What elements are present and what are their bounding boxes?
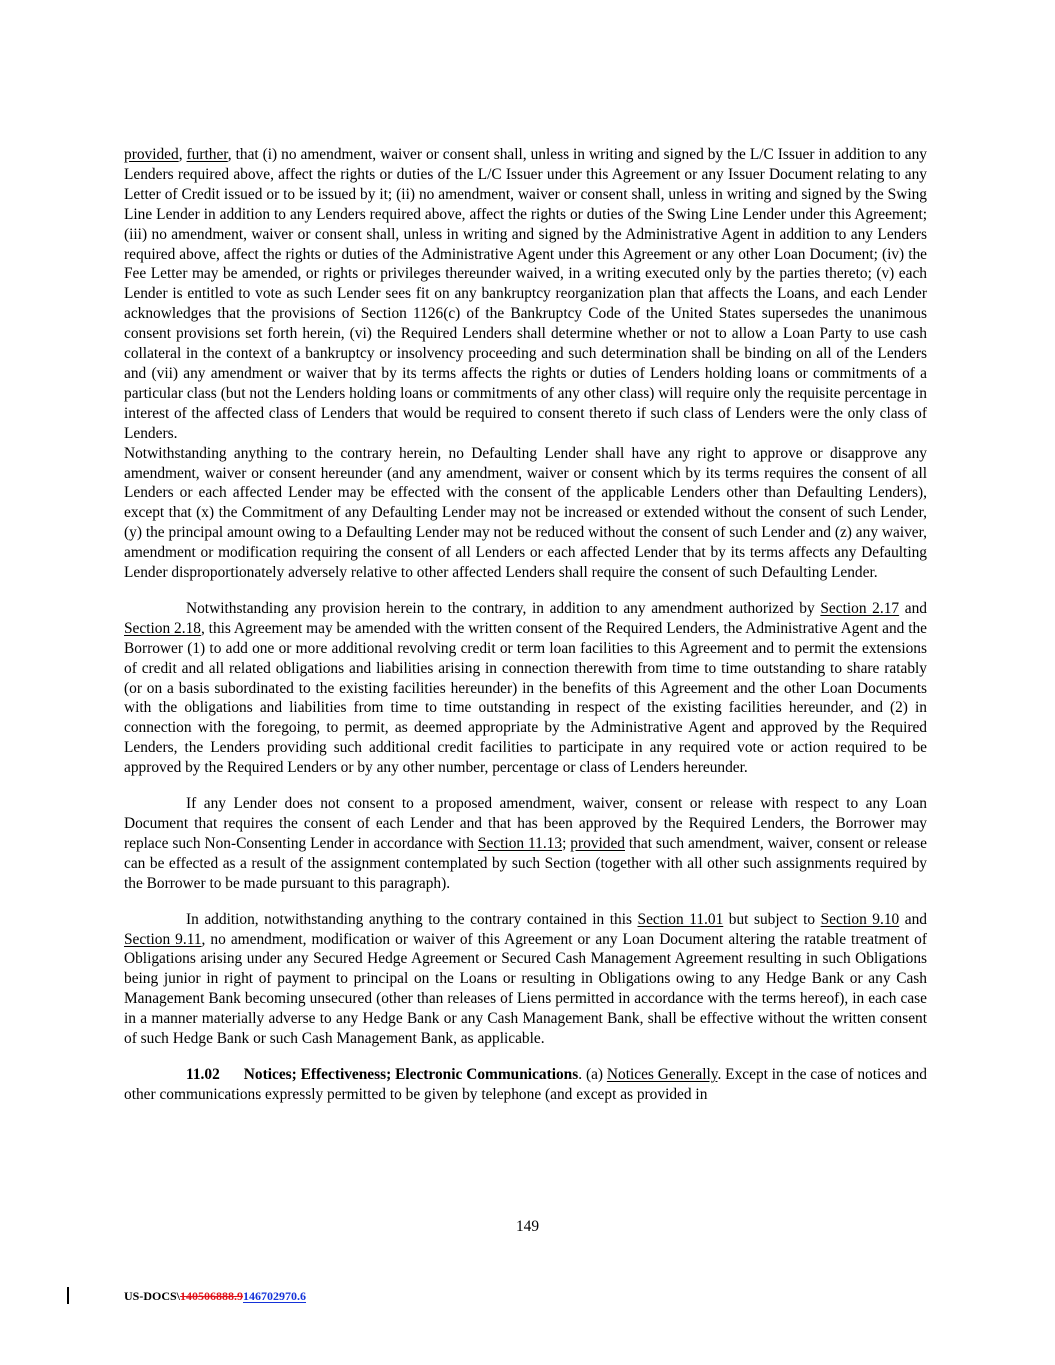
section-ref-11-13: Section 11.13 bbox=[477, 834, 563, 852]
section-ref-11-01: Section 11.01 bbox=[637, 910, 724, 928]
paragraph-hedge-bank: In addition, notwithstanding anything to the contrary contained in this Section 11.01 but subject to Section 9.10 and Section 9.11, no amendment, modification or waiver of this Agreement or any Loan Document altering the ratable treatment of Obligations arising under any Secured Hedge Agreement or Secured Cash Management Agreement resulting in such Obligations being junior in right of payment to principal on the Loans or resulting in Obligations owing to any Hedge Bank or any Cash Management Bank becoming unsecured (other than releases of Liens permitted in accordance with the terms hereof), in each case in a manner materially adverse to any Hedge Bank or any Cash Management Bank, shall be effective without the written consent of such Hedge Bank or such Cash Management Bank, as applicable. bbox=[124, 910, 927, 1048]
paragraph-proviso: provided, further, that (i) no amendment, waiver or consent shall, unless in writing and signed by the L/C Issuer in addition to any Lenders required above, affect the rights or duties of the L/C Issuer under this Agreement or any Issuer Document relating to any Letter of Credit issued or to be issued by it; (ii) no amendment, waiver or consent shall, unless in writing and signed by the Swing Line Lender in addition to any Lenders required above, affect the rights or duties of the Swing Line Lender under this Agreement; (iii) no amendment, waiver or consent shall, unless in writing and signed by the Administrative Agent in addition to any Lenders required above, affect the rights or duties of the Administrative Agent under this Agreement or any other Loan Document; (iv) the Fee Letter may be amended, or rights or privileges thereunder waived, in a writing executed only by the parties thereto; (v) each Lender is entitled to vote as such Lender sees fit on any bankruptcy reorganization plan that affects the Loans, and each Lender acknowledges that the provisions of Section 1126(c) of the Bankruptcy Code of the United States supersedes the unanimous consent provisions set forth herein, (vi) the Required Lenders shall determine whether or not to allow a Loan Party to use cash collateral in the context of a bankruptcy or insolvency proceeding and such determination shall be binding on all of the Lenders and (vii) any amendment or waiver that by its terms affects the rights or duties of Lenders holding loans or commitments of a particular class (but not the Lenders holding loans or commitments of any other class) will require only the requisite percentage in interest of the affected class of Lenders that would be required to consent thereto if such class of Lenders were the only class of Lenders. Notwithstanding anything to the contrary herein, no Defaulting Lender shall have any right to approve or disapprove any amendment, waiver or consent hereunder (and any amendment, waiver or consent which by its terms requires the consent of all Lenders or each affected Lender may be effected with the consent of the applicable Lenders other than Defaulting Lenders), except that (x) the Commitment of any Defaulting Lender may not be increased or extended without the consent of such Lender, (y) the principal amount owing to a Defaulting Lender may not be reduced without the consent of such Lender and (z) any waiver, amendment or modification requiring the consent of all Lenders or each affected Lender that by its terms affects any Defaulting Lender disproportionately adversely relative to other affected Lenders shall require the consent of such Defaulting Lender. bbox=[124, 146, 927, 582]
defaulting-lender-text: Notwithstanding anything to the contrary herein, no Defaulting Lender shall have any right to approve or disapprove any amendment, waiver or consent hereunder (and any amendment, waiver or consent which by its terms requires the consent of all Lenders or each affected Lender may be effected with the consent of the applicable Lenders other than Defaulting Lenders), except that (x) the Commitment of any Defaulting Lender may not be increased or extended without the consent of such Lender, (y) the principal amount owing to a Defaulting Lender may not be reduced without the consent of such Lender and (z) any waiver, amendment or modification requiring the consent of all Lenders or each affected Lender that by its terms affects any Defaulting Lender disproportionately adversely relative to other affected Lenders shall require the consent of such Defaulting Lender. bbox=[124, 444, 927, 582]
section-ref-2-18: Section 2.18 bbox=[124, 619, 201, 637]
term-provided: provided bbox=[124, 146, 179, 163]
doc-id-prefix: US-DOCS\ bbox=[124, 1289, 181, 1303]
proviso-text: , that (i) no amendment, waiver or consent shall, unless in writing and signed by the L/C Issuer in addition to any Lenders required above, affect the rights or duties of the L/C Issuer under this Agreement or any Issuer Document relating to any Letter of Credit issued or to be issued by it; (ii) no amendment, waiver or consent shall, unless in writing and signed by the Swing Line Lender in addition to any Lenders required above, affect the rights or duties of the Swing Line Lender under this Agreement; (iii) no amendment, waiver or consent shall, unless in writing and signed by the Administrative Agent in addition to any Lenders required above, affect the rights or duties of the Administrative Agent under this Agreement or any other Loan Document; (iv) the Fee Letter may be amended, or rights or privileges thereunder waived, in a writing executed only by the parties thereto; (v) each Lender is entitled to vote as such Lender sees fit on any bankruptcy reorganization plan that affects the Loans, and each Lender acknowledges that the provisions of Section 1126(c) of the Bankruptcy Code of the United States supersedes the unanimous consent provisions set forth herein, (vi) the Required Lenders shall determine whether or not to allow a Loan Party to use cash collateral in the context of a bankruptcy or insolvency proceeding and such determination shall be binding on all of the Lenders and (vii) any amendment or waiver that by its terms affects the rights or duties of Lenders holding loans or commitments of a particular class (but not the Lenders holding loans or commitments of any other class) will require only the requisite percentage in interest of the affected class of Lenders that would be required to consent thereto if such class of Lenders were the only class of Lenders. bbox=[124, 146, 927, 442]
term-further: further bbox=[186, 146, 228, 163]
paragraph-notices: 11.02 Notices; Effectiveness; Electronic Communications. (a) Notices Generally. Except in the case of notices and other communications expressly permitted to be given by telephone (and except as provided in bbox=[124, 1065, 927, 1103]
term-provided-2: provided bbox=[570, 834, 625, 852]
change-bar bbox=[67, 1287, 69, 1304]
section-number: 11.02 bbox=[186, 1065, 220, 1083]
inserted-doc-id: 146702970.6 bbox=[243, 1289, 307, 1303]
document-id-footer bbox=[124, 1289, 306, 1304]
section-ref-2-17: Section 2.17 bbox=[820, 599, 900, 617]
page-number: 149 bbox=[515, 1218, 540, 1235]
section-ref-9-10: Section 9.10 bbox=[820, 910, 900, 928]
section-title: Notices; Effectiveness; Electronic Communications bbox=[243, 1065, 579, 1083]
paragraph-additional-facilities: Notwithstanding any provision herein to the contrary, in addition to any amendment authorized by Section 2.17 and Section 2.18, this Agreement may be amended with the written consent of the Required Lenders, the Administrative Agent and the Borrower (1) to add one or more additional revolving credit or term loan facilities to this Agreement and to permit the extensions of credit and all related obligations and liabilities arising in connection therewith from time to time outstanding to share ratably (or on a basis subordinated to the existing facilities hereunder) in the benefits of this Agreement and the other Loan Documents with the obligations and liabilities from time to time outstanding in respect of the existing facilities hereunder, and (2) in connection with the foregoing, to permit, as deemed appropriate by the Administrative Agent and approved by the Required Lenders, the Lenders providing such additional credit facilities to participate in any required vote or action required to be approved by the Required Lenders or by any other number, percentage or class of Lenders hereunder. bbox=[124, 599, 927, 777]
deleted-doc-id: 140506888.9 bbox=[180, 1289, 244, 1303]
subheading-notices-generally: Notices Generally bbox=[606, 1065, 718, 1083]
section-ref-9-11: Section 9.11 bbox=[124, 930, 202, 948]
document-body bbox=[124, 145, 927, 1105]
paragraph-non-consenting-lender: If any Lender does not consent to a proposed amendment, waiver, consent or release with respect to any Loan Document that requires the consent of each Lender and that has been approved by the Required Lenders, the Borrower may replace such Non-Consenting Lender in accordance with Section 11.13; provided that such amendment, waiver, consent or release can be effected as a result of the assignment contemplated by such Section (together with all other such assignments required by the Borrower to be made pursuant to this paragraph). bbox=[124, 795, 927, 892]
